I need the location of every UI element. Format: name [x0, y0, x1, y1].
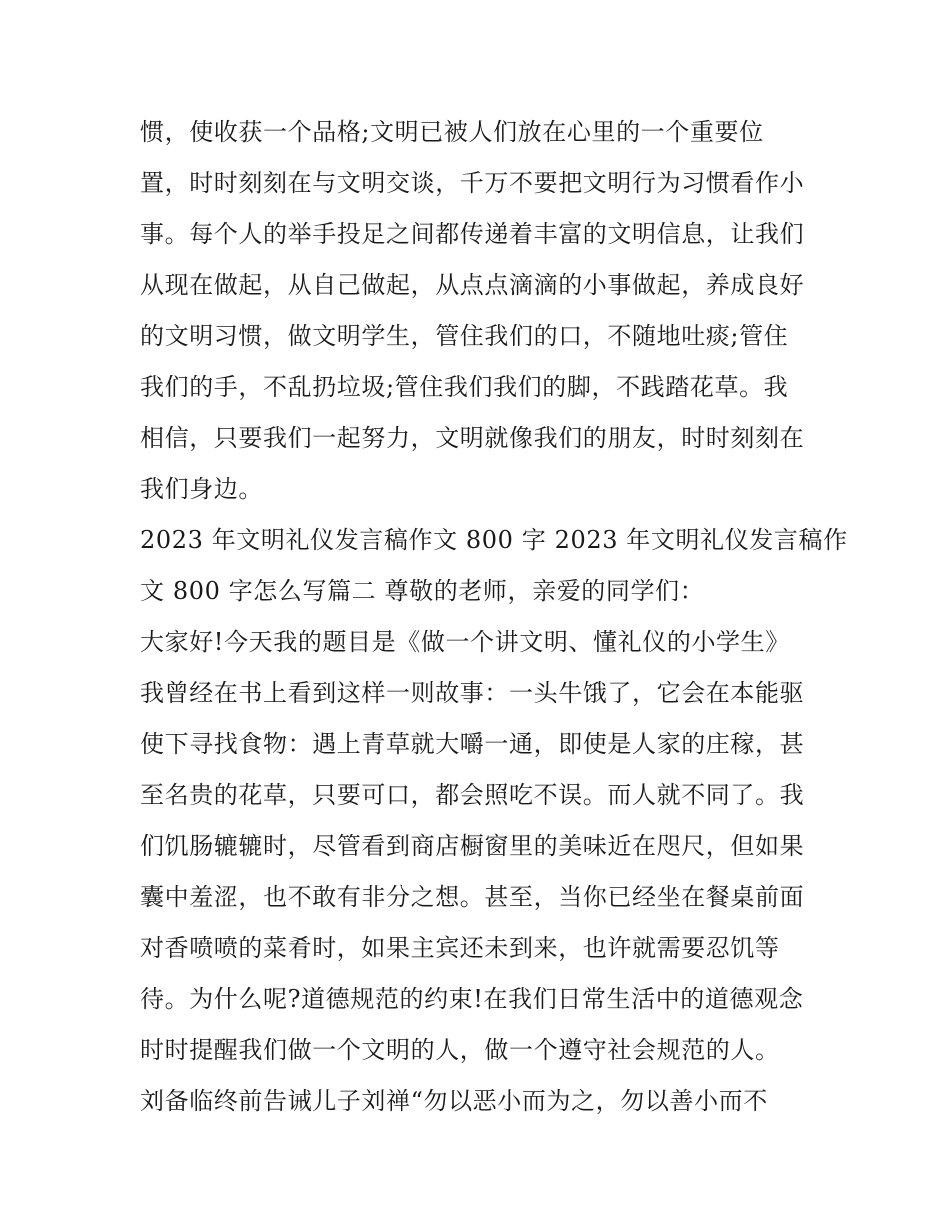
text-line: 置，时时刻刻在与文明交谈，千万不要把文明行为习惯看作小: [140, 169, 805, 197]
text-line: 的文明习惯，做文明学生，管住我们的口，不随地吐痰;管住: [140, 322, 789, 350]
text-line: 事。每个人的举手投足之间都传递着丰富的文明信息，让我们: [140, 220, 805, 248]
text-line: 时时提醒我们做一个文明的人，做一个遵守社会规范的人。: [140, 1036, 780, 1064]
body-text: [140, 107, 848, 1127]
text-line: 我们身边。: [140, 475, 263, 503]
text-line: 待。为什么呢?道德规范的约束!在我们日常生活中的道德观念: [140, 985, 804, 1013]
text-line: 2023 年文明礼仪发言稿作文 800 字 2023 年文明礼仪发言稿作: [140, 526, 848, 554]
text-line: 至名贵的花草，只要可口，都会照吃不误。而人就不同了。我: [140, 781, 805, 809]
text-line: 囊中羞涩，也不敢有非分之想。甚至，当你已经坐在餐桌前面: [140, 883, 805, 911]
text-line: 我曾经在书上看到这样一则故事：一头牛饿了，它会在本能驱: [140, 679, 805, 707]
text-line: 相信，只要我们一起努力，文明就像我们的朋友，时时刻刻在: [140, 424, 805, 452]
text-line: 们饥肠辘辘时，尽管看到商店橱窗里的美味近在咫尺，但如果: [140, 832, 805, 860]
text-line: 大家好!今天我的题目是《做一个讲文明、懂礼仪的小学生》: [140, 628, 790, 656]
text-line: 对香喷喷的菜肴时，如果主宾还未到来，也许就需要忍饥等: [140, 934, 780, 962]
text-line: 从现在做起，从自己做起，从点点滴滴的小事做起，养成良好: [140, 271, 805, 299]
text-line: 我们的手，不乱扔垃圾;管住我们我们的脚，不践踏花草。我: [140, 373, 789, 401]
text-line: 文 800 字怎么写篇二 尊敬的老师，亲爱的同学们：: [140, 577, 705, 605]
text-line: 惯，使收获一个品格;文明已被人们放在心里的一个重要位: [140, 118, 764, 146]
text-line: 使下寻找食物：遇上青草就大嚼一通，即使是人家的庄稼，甚: [140, 730, 805, 758]
text-line: 刘备临终前告诫儿子刘禅“勿以恶小而为之，勿以善小而不: [140, 1087, 768, 1115]
